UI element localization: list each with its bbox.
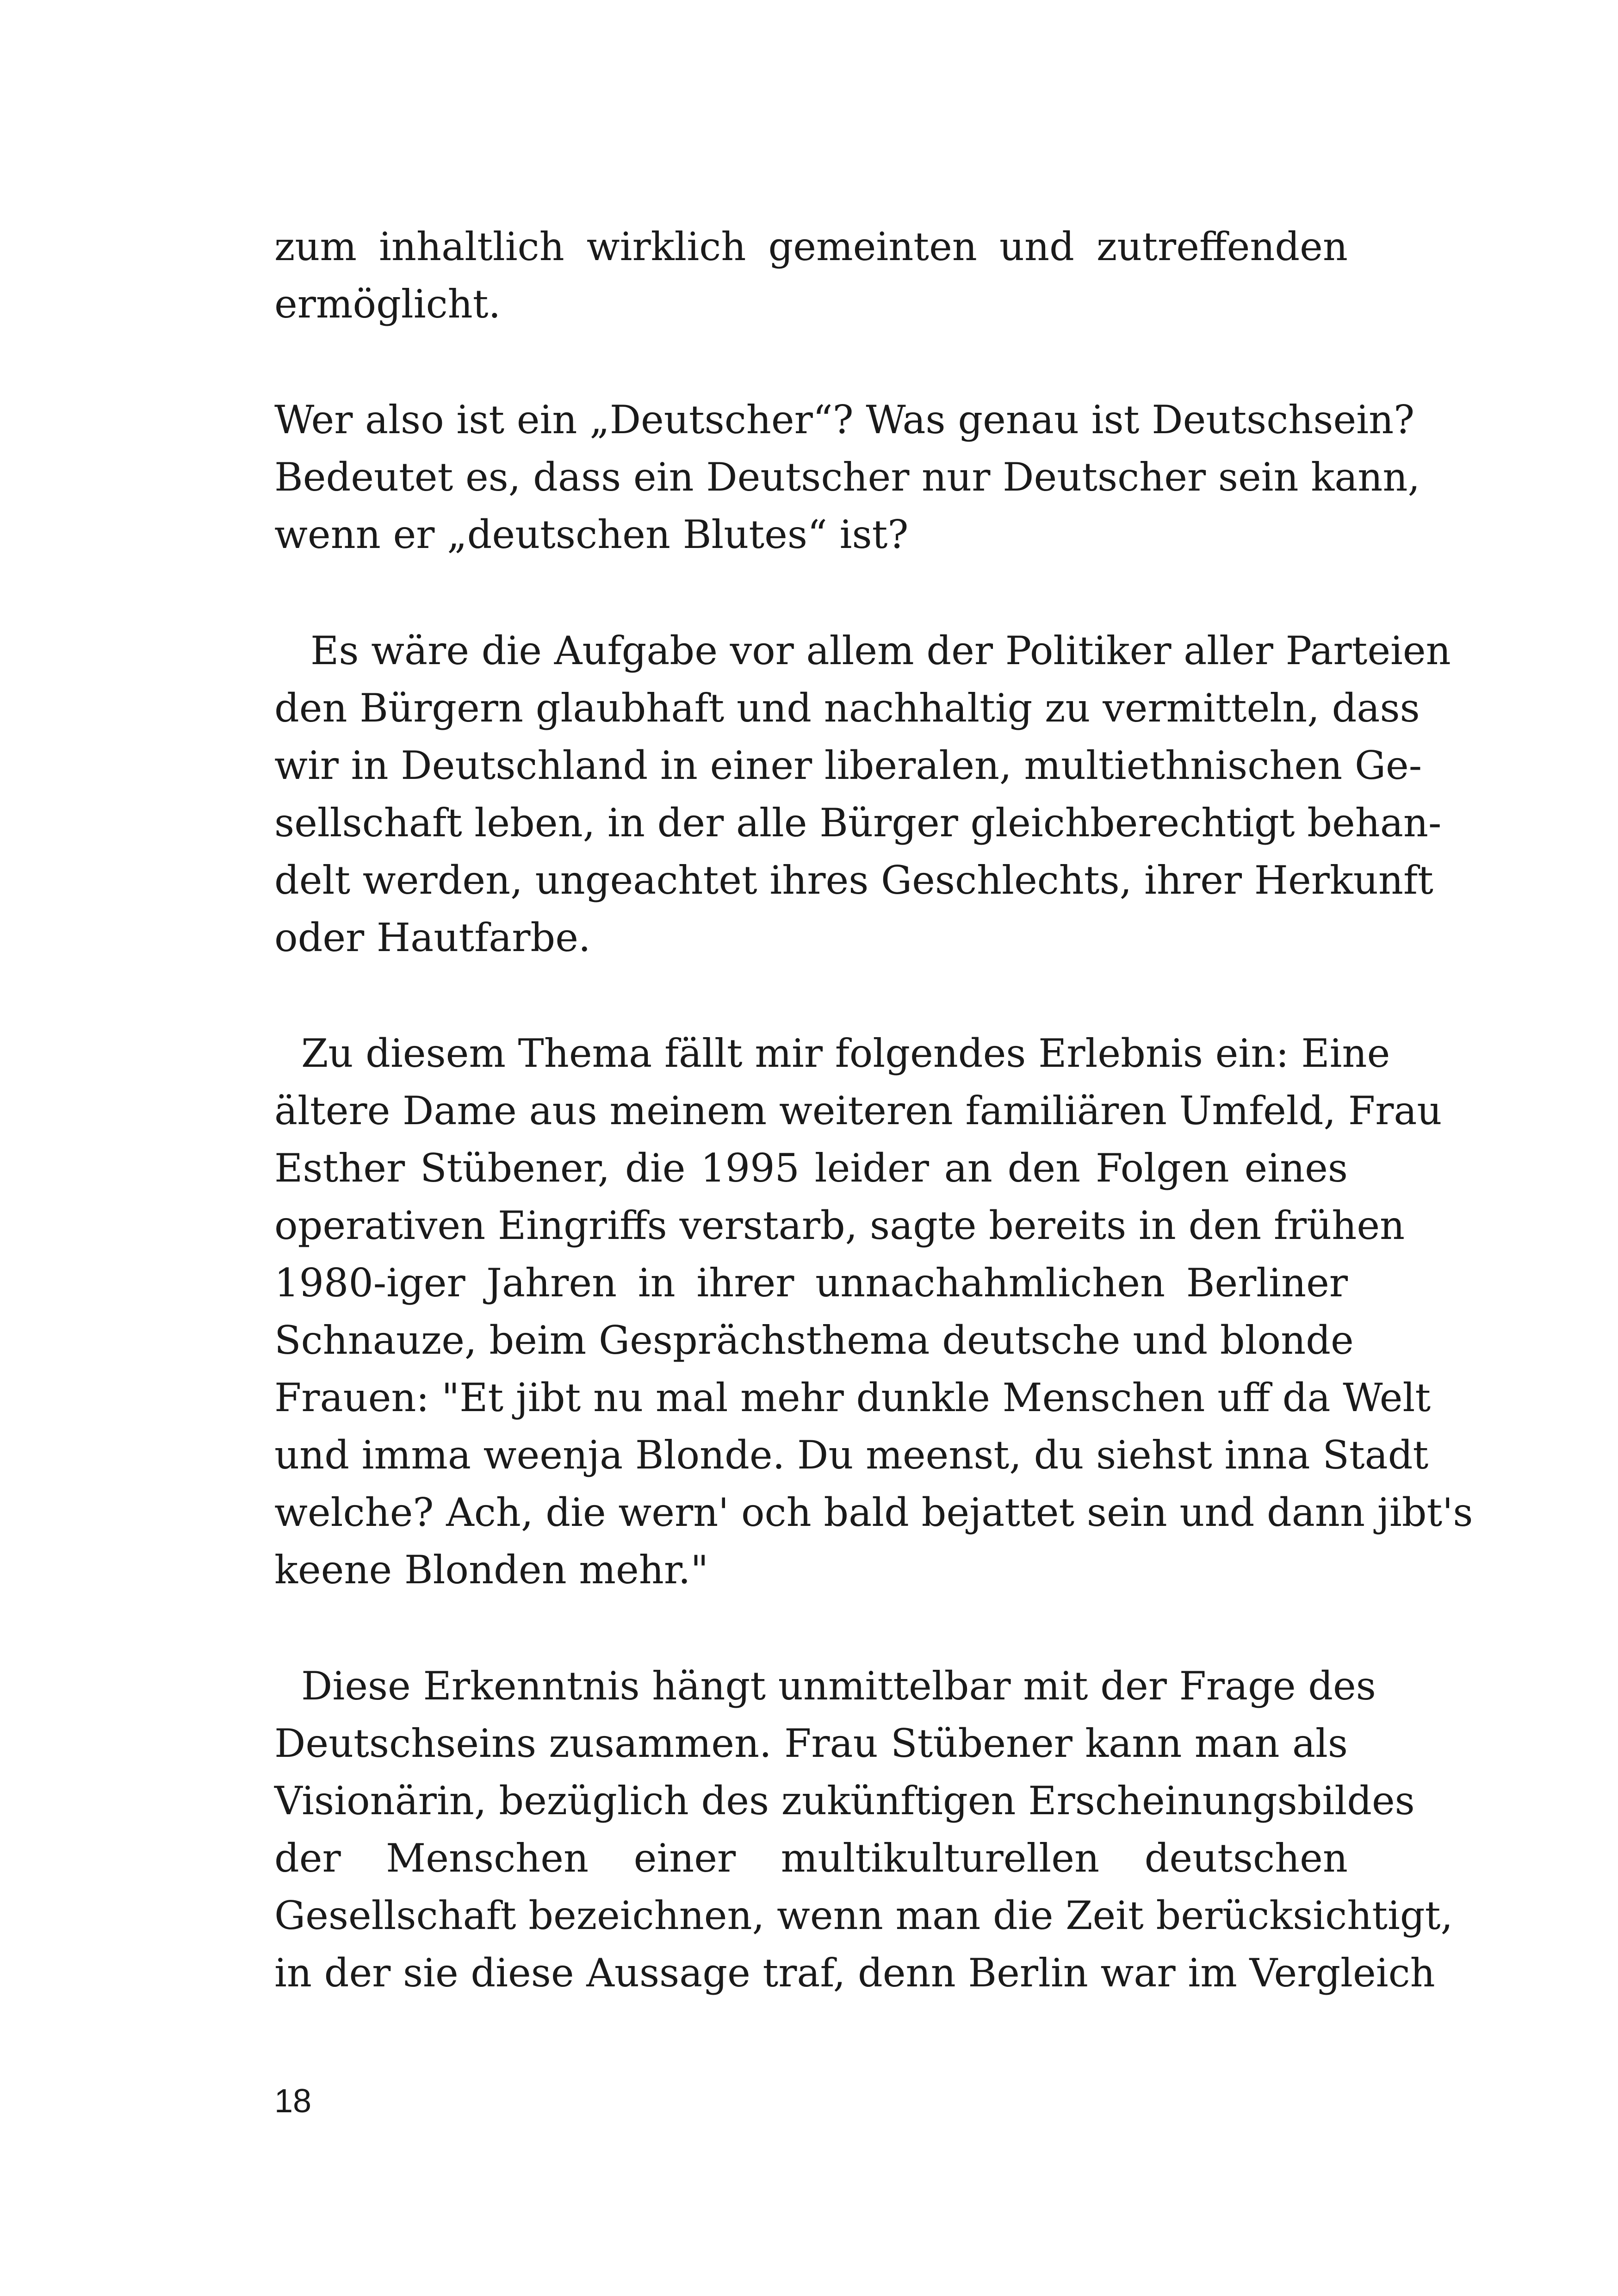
paragraph-line: sellschaft leben, in der alle Bürger gleichberechtigt behan-	[274, 800, 1442, 846]
paragraph-line: Zu diesem Thema fällt mir folgendes Erlebnis ein: Eine	[301, 1031, 1390, 1076]
paragraph-line: Diese Erkenntnis hängt unmittelbar mit der Frage des	[301, 1663, 1376, 1709]
paragraph-line: Schnauze, beim Gesprächsthema deutsche und blonde	[274, 1318, 1354, 1363]
paragraph-line: zum inhaltlich wirklich gemeinten und zutreffenden	[274, 224, 1348, 269]
paragraph-line: der Menschen einer multikulturellen deutschen	[274, 1836, 1348, 1881]
paragraph-5	[274, 1657, 1453, 2002]
paragraph-line: welche? Ach, die wern' och bald bejattet sein und dann jibt's	[274, 1490, 1473, 1535]
paragraph-line: oder Hautfarbe.	[274, 915, 591, 960]
paragraph-line: delt werden, ungeachtet ihres Geschlechts, ihrer Herkunft	[274, 858, 1433, 903]
paragraph-line: Bedeutet es, dass ein Deutscher nur Deutscher sein kann,	[274, 454, 1420, 500]
page-number: 18	[274, 2083, 312, 2120]
paragraph-line: in der sie diese Aussage traf, denn Berlin war im Vergleich	[274, 1950, 1435, 1996]
paragraph-line: keene Blonden mehr."	[274, 1547, 709, 1593]
paragraph-line: wir in Deutschland in einer liberalen, multiethnischen Ge-	[274, 743, 1422, 788]
paragraph-line: ältere Dame aus meinem weiteren familiären Umfeld, Frau	[274, 1088, 1442, 1133]
paragraph-line: und imma weenja Blonde. Du meenst, du siehst inna Stadt	[274, 1432, 1429, 1478]
paragraph-line: 1980-iger Jahren in ihrer unnachahmlichen Berliner	[274, 1260, 1348, 1306]
paragraph-2	[274, 391, 1420, 563]
paragraph-line: den Bürgern glaubhaft und nachhaltig zu vermitteln, dass	[274, 685, 1420, 731]
paragraph-line: Wer also ist ein „Deutscher“? Was genau ist Deutschsein?	[274, 397, 1415, 442]
paragraph-line: Esther Stübener, die 1995 leider an den Folgen eines	[274, 1145, 1348, 1191]
paragraph-line: Visionärin, bezüglich des zukünftigen Erscheinungsbildes	[274, 1778, 1415, 1823]
paragraph-line: Deutschseins zusammen. Frau Stübener kann man als	[274, 1721, 1348, 1766]
paragraph-4	[274, 1025, 1473, 1599]
paragraph-3	[274, 622, 1451, 966]
paragraph-1	[274, 218, 1348, 333]
paragraph-line: Es wäre die Aufgabe vor allem der Politiker aller Parteien	[310, 628, 1451, 673]
paragraph-line: Gesellschaft bezeichnen, wenn man die Zeit berücksichtigt,	[274, 1893, 1453, 1938]
paragraph-line: operativen Eingriffs verstarb, sagte bereits in den frühen	[274, 1203, 1405, 1248]
paragraph-line: wenn er „deutschen Blutes“ ist?	[274, 512, 909, 557]
paragraph-line: ermöglicht.	[274, 281, 501, 327]
paragraph-line: Frauen: "Et jibt nu mal mehr dunkle Menschen uff da Welt	[274, 1375, 1431, 1420]
